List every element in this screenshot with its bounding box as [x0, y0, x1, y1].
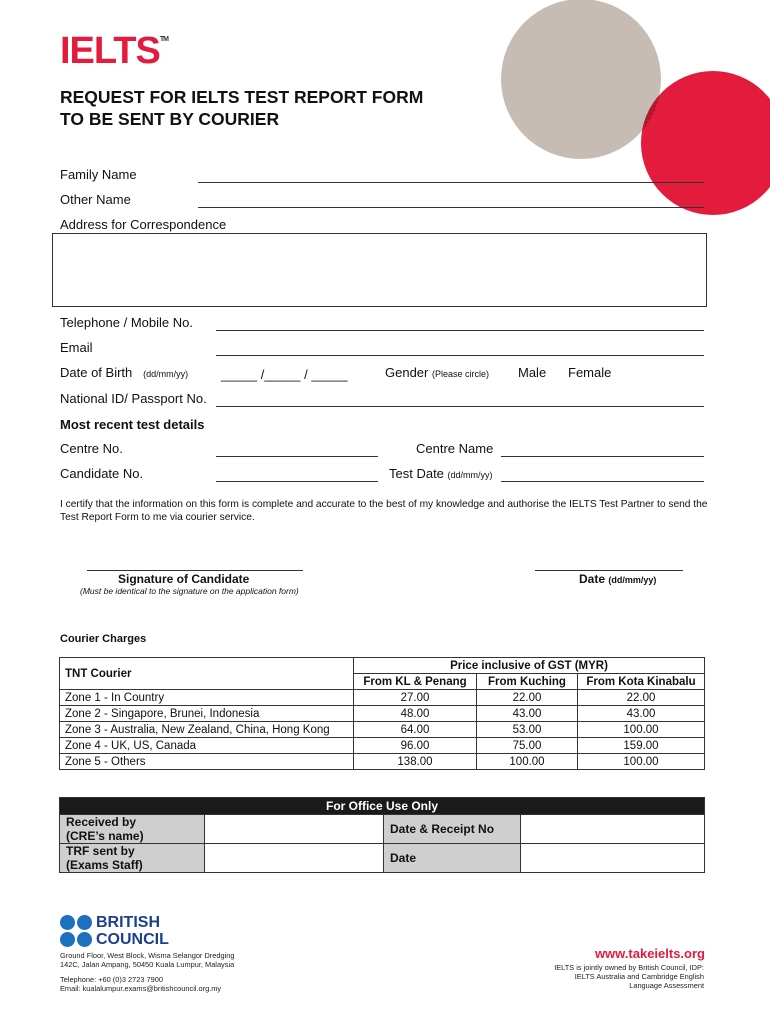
dob-label: Date of Birth (dd/mm/yy)	[60, 365, 189, 380]
ownership-note: IELTS is jointly owned by British Council, IDP: IELTS Australia and Cambridge English Language Assessment	[554, 963, 704, 990]
test-date-label: Test Date (dd/mm/yy)	[389, 466, 493, 481]
centre-no-label: Centre No.	[60, 441, 123, 456]
candidate-no-field[interactable]	[216, 481, 378, 482]
col-kl-penang: From KL & Penang	[354, 674, 477, 690]
gender-male-option[interactable]: Male	[518, 365, 547, 380]
date-field[interactable]	[535, 570, 683, 571]
other-name-label: Other Name	[60, 192, 131, 207]
date-label: Date (dd/mm/yy)	[579, 572, 657, 586]
price-cell: 22.00	[477, 690, 578, 706]
price-cell: 48.00	[354, 706, 477, 722]
centre-name-field[interactable]	[501, 456, 704, 457]
date-receipt-label: Date & Receipt No	[384, 815, 521, 844]
telephone-label: Telephone / Mobile No.	[60, 315, 193, 330]
table-row	[60, 722, 705, 738]
price-cell: 100.00	[578, 722, 705, 738]
office-date-label: Date	[384, 844, 521, 873]
zone-cell: Zone 1 - In Country	[60, 690, 354, 706]
signature-note: (Must be identical to the signature on the application form)	[80, 586, 299, 596]
table-row	[60, 706, 705, 722]
taupe-circle	[501, 0, 661, 159]
zone-cell: Zone 5 - Others	[60, 754, 354, 770]
price-cell: 64.00	[354, 722, 477, 738]
test-date-field[interactable]	[501, 481, 704, 482]
courier-heading: Courier Charges	[60, 633, 147, 645]
col-kota-kinabalu: From Kota Kinabalu	[578, 674, 705, 690]
received-by-label: Received by (CRE’s name)	[60, 815, 205, 844]
ielts-logo: IELTS™	[60, 30, 168, 72]
british-council-logo: BRITISH COUNCIL	[96, 914, 169, 948]
telephone-field[interactable]	[216, 330, 704, 331]
address-label: Address for Correspondence	[60, 217, 227, 232]
zone-cell: Zone 3 - Australia, New Zealand, China, Hong Kong	[60, 722, 354, 738]
price-cell: 43.00	[578, 706, 705, 722]
footer-address: Ground Floor, West Block, Wisma Selangor Dredging 142C, Jalan Ampang, 50450 Kuala Lumpur, Malaysia Telephone: +60 (0)3 2723 7900 Email: kualalumpur.exams@britishcouncil.org.my	[60, 951, 235, 993]
zone-cell: Zone 2 - Singapore, Brunei, Indonesia	[60, 706, 354, 722]
table-row	[60, 690, 705, 706]
date-receipt-field[interactable]	[521, 815, 705, 844]
office-use-table	[59, 797, 705, 873]
red-circle	[641, 71, 770, 215]
received-by-field[interactable]	[205, 815, 384, 844]
signature-field[interactable]	[87, 570, 303, 571]
table-row	[60, 738, 705, 754]
dob-field[interactable]: _____ /_____ / _____	[221, 367, 348, 382]
trf-sent-by-field[interactable]	[205, 844, 384, 873]
price-cell: 138.00	[354, 754, 477, 770]
price-cell: 22.00	[578, 690, 705, 706]
price-cell: 100.00	[578, 754, 705, 770]
price-cell: 159.00	[578, 738, 705, 754]
trf-sent-by-label: TRF sent by (Exams Staff)	[60, 844, 205, 873]
page-title: REQUEST FOR IELTS TEST REPORT FORM TO BE SENT BY COURIER	[60, 87, 424, 129]
table-row	[60, 754, 705, 770]
office-date-field[interactable]	[521, 844, 705, 873]
email-field[interactable]	[216, 355, 704, 356]
family-name-field[interactable]	[198, 182, 704, 183]
recent-test-heading: Most recent test details	[60, 417, 205, 432]
gender-female-option[interactable]: Female	[568, 365, 612, 380]
family-name-label: Family Name	[60, 167, 137, 182]
other-name-field[interactable]	[198, 207, 704, 208]
candidate-no-label: Candidate No.	[60, 466, 144, 481]
email-label: Email	[60, 340, 93, 355]
price-cell: 100.00	[477, 754, 578, 770]
signature-label: Signature of Candidate	[118, 572, 250, 586]
price-cell: 27.00	[354, 690, 477, 706]
office-use-header: For Office Use Only	[60, 798, 705, 815]
price-header: Price inclusive of GST (MYR)	[354, 658, 705, 674]
price-cell: 96.00	[354, 738, 477, 754]
price-cell: 53.00	[477, 722, 578, 738]
national-id-label: National ID/ Passport No.	[60, 391, 207, 406]
certification-statement: I certify that the information on this form is complete and accurate to the best of my knowledge and authorise the IELTS Test Partner to send the Test Report Form to me via courier service.	[60, 499, 708, 523]
national-id-field[interactable]	[216, 406, 704, 407]
british-council-logo-icon	[60, 915, 94, 949]
centre-name-label: Centre Name	[416, 441, 494, 456]
courier-table	[59, 657, 705, 770]
centre-no-field[interactable]	[216, 456, 378, 457]
courier-service-header: TNT Courier	[60, 658, 354, 690]
website-link[interactable]: www.takeielts.org	[594, 946, 705, 961]
price-cell: 43.00	[477, 706, 578, 722]
gender-label: Gender (Please circle)	[385, 365, 490, 380]
price-cell: 75.00	[477, 738, 578, 754]
address-field[interactable]	[52, 233, 707, 307]
col-kuching: From Kuching	[477, 674, 578, 690]
zone-cell: Zone 4 - UK, US, Canada	[60, 738, 354, 754]
